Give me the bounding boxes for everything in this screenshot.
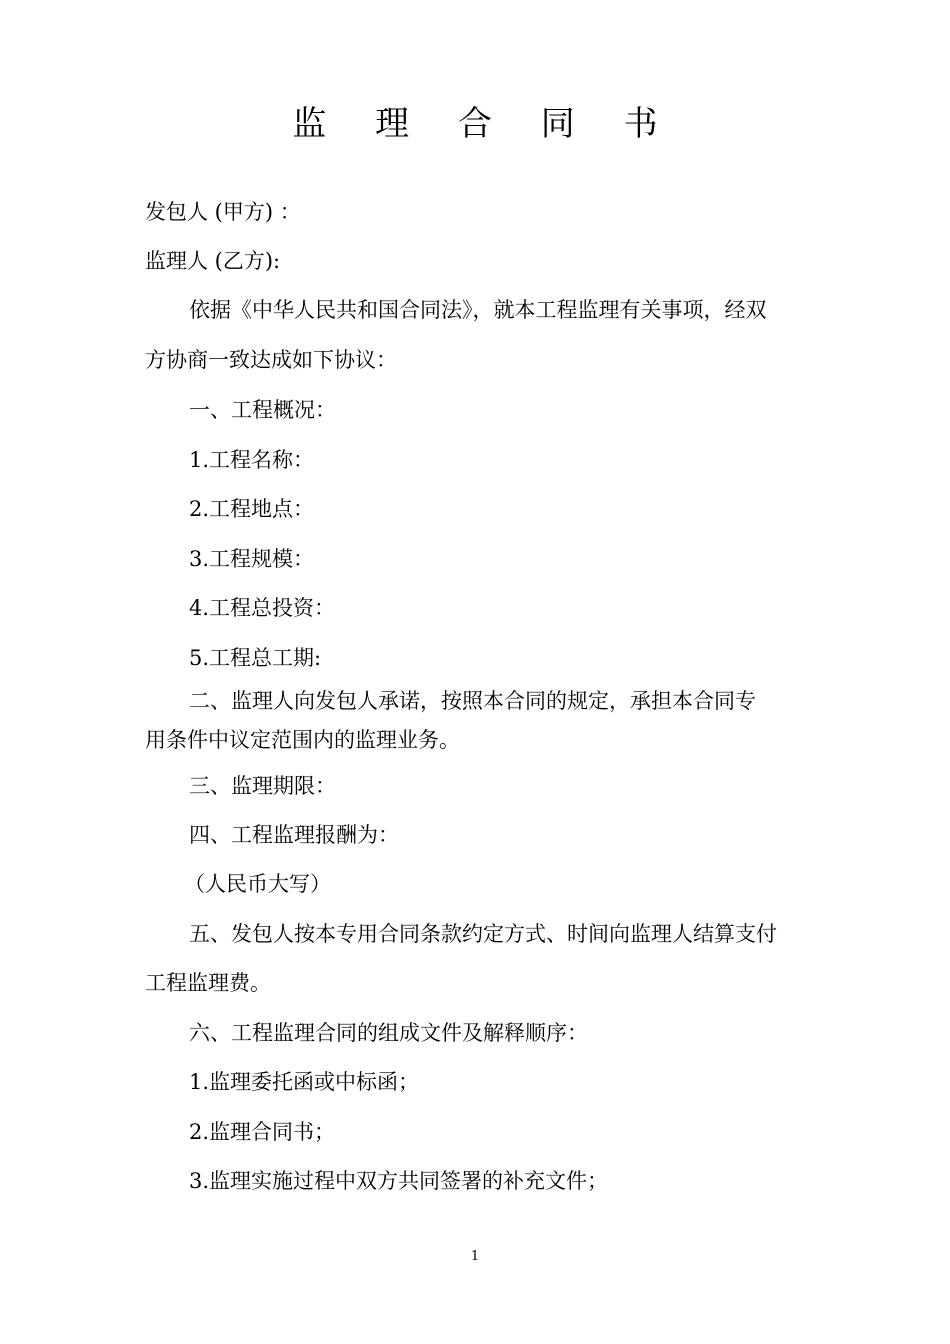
section-6-heading: 六、工程监理合同的组成文件及解释顺序：: [189, 1021, 588, 1045]
party-b-line: 监理人 (乙方):: [145, 249, 281, 273]
section-6-item: 2.监理合同书；: [189, 1120, 336, 1144]
rmb-note: （人民币大写）: [184, 872, 331, 896]
section-1-item: 5.工程总工期:: [189, 646, 322, 670]
section-5-line-1: 五、发包人按本专用合同条款约定方式、时间向监理人结算支付: [189, 922, 777, 946]
section-1-item: 4.工程总投资：: [189, 596, 336, 620]
section-2-line-1: 二、监理人向发包人承诺，按照本合同的规定，承担本合同专: [189, 689, 756, 713]
section-1-heading: 一、工程概况：: [189, 398, 336, 422]
section-3: 三、监理期限：: [189, 774, 336, 798]
section-6-item: 1.监理委托函或中标函；: [189, 1070, 420, 1094]
preamble-line-2: 方协商一致达成如下协议：: [145, 348, 397, 372]
page-number: 1: [470, 1249, 480, 1264]
section-5-line-2: 工程监理费。: [145, 971, 271, 995]
section-1-item: 3.工程规模：: [189, 547, 315, 571]
section-1-item: 2.工程地点：: [189, 497, 315, 521]
section-4: 四、工程监理报酬为：: [189, 823, 399, 847]
page-title: 监 理 合 同 书: [292, 104, 677, 144]
section-1-item: 1.工程名称：: [189, 448, 315, 472]
section-2-line-2: 用条件中议定范围内的监理业务。: [145, 728, 460, 752]
section-6-item: 3.监理实施过程中双方共同签署的补充文件；: [189, 1169, 609, 1193]
preamble-line-1: 依据《中华人民共和国合同法》，就本工程监理有关事项，经双: [189, 298, 767, 322]
party-a-line: 发包人 (甲方) ：: [145, 200, 301, 224]
